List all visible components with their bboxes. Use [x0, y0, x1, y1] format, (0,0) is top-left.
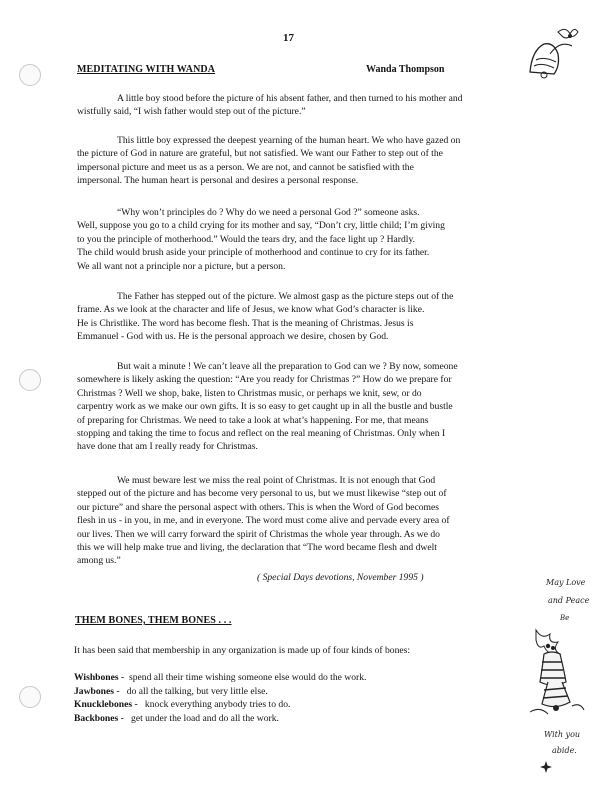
term: Wishbones -: [74, 672, 125, 683]
text-line: this we will help make true and living, the declaration that “The word became flesh and dwelt: [77, 542, 437, 554]
text-line: carpentry work as we make our own gifts. It is so easy to get caught up in all the bustle and bustle: [77, 401, 453, 413]
text-line: stopping and taking the time to focus and reflect on the real meaning of Christmas. Only when I: [77, 428, 446, 440]
text-line: impersonal picture and meet us as a person. We are not, and cannot be satisfied with the: [77, 161, 414, 173]
text-line: A little boy stood before the picture of his absent father, and then turned to his mother and: [117, 93, 463, 104]
paragraph: [77, 134, 460, 188]
source-citation: ( Special Days devotions, November 1995 ): [257, 572, 424, 583]
text-line: somewhere is likely asking the question: “Are you ready for Christmas ?” How do we prepare for: [77, 374, 452, 386]
text-line: He is Christlike. The word has become flesh. That is the meaning of Christmas. Jesus is: [77, 317, 414, 329]
paragraph: [77, 92, 462, 119]
term: Backbones -: [74, 712, 124, 724]
greeting-line: With you: [544, 730, 581, 739]
term: Jawbones -: [74, 685, 120, 697]
paragraph: [77, 474, 450, 568]
list-item: [74, 685, 366, 699]
greeting-line: Be: [560, 614, 570, 622]
text-line: It has been said that membership in any organization is made up of four kinds of bones:: [74, 645, 411, 656]
greeting-line: and Peace: [548, 596, 590, 605]
definition: do all the talking, but very little else.: [126, 685, 268, 697]
text-line: the picture of God in nature are grateful, but not satisfied. We want our Father to step out of the: [77, 148, 443, 160]
text-line: our picture” and share the personal aspect with others. This is when the Word of God becomes: [77, 501, 440, 513]
text-line: Emmanuel - God with us. He is the personal approach we desire, chosen by God.: [77, 331, 389, 343]
text-line: flesh in us - in you, in me, and in everyone. The word must come alive and pervade every area of: [77, 515, 450, 527]
text-line: “Why won’t principles do ? Why do we need a personal God ?” someone asks.: [117, 207, 420, 218]
text-line: We all want not a principle nor a picture, but a person.: [77, 260, 286, 272]
text-line: Christmas ? Well we shop, bake, listen to Christmas music, or perhaps we knit, sew, or do: [77, 387, 422, 399]
text-line: of preparing for Christmas. We need to take a look at what’s happening. For me, that means: [77, 414, 429, 426]
list-item: [74, 671, 366, 685]
greeting-line: May Love: [546, 578, 586, 587]
text-line: But wait a minute ! We can’t leave all the preparation to God can we ? By now, someone: [117, 361, 458, 372]
text-line: our lives. Then we will carry forward the spirit of Christmas the whole year through. As we do: [77, 528, 440, 540]
star-ornament-icon: [539, 760, 553, 774]
text-line: This little boy expressed the deepest yearning of the human heart. We who have gazed on: [117, 135, 461, 146]
text-line: have done that am I really ready for Christmas.: [77, 441, 258, 453]
bells-with-holly-icon: [522, 626, 590, 726]
article-heading: MEDITATING WITH WANDA: [77, 64, 216, 75]
paragraph: [77, 290, 453, 344]
list-item: [74, 698, 366, 712]
article-heading: THEM BONES, THEM BONES . . .: [75, 615, 232, 626]
binder-hole: [19, 64, 41, 86]
greeting-line: abide.: [552, 746, 577, 755]
list-item: [74, 712, 366, 726]
definition: spend all their time wishing someone else would do the work.: [129, 672, 367, 683]
text-line: to you the principle of motherhood.” Would the tears dry, and the face light up ? Hardly.: [77, 233, 416, 245]
text-line: We must beware lest we miss the real point of Christmas. It is not enough that God: [117, 475, 436, 486]
text-line: Well, suppose you go to a child crying for its mother and say, “Don’t cry, little child; I’m giving: [77, 220, 445, 232]
text-line: impersonal. The human heart is personal and desires a personal response.: [77, 175, 359, 187]
definition: get under the load and do all the work.: [131, 712, 279, 724]
text-line: wistfully said, “I wish father would step out of the picture.”: [77, 106, 306, 118]
text-line: The Father has stepped out of the picture. We almost gasp as the picture steps out of the: [117, 291, 454, 302]
article-author: Wanda Thompson: [366, 64, 445, 75]
text-line: frame. As we look at the character and life of Jesus, we know what God’s character is like.: [77, 304, 425, 316]
text-line: among us.”: [77, 555, 121, 567]
term: Knucklebones -: [74, 699, 138, 711]
intro-text: [74, 644, 410, 657]
binder-hole: [19, 686, 41, 708]
text-line: The child would brush aside your principle of motherhood and continue to cry for its father.: [77, 247, 430, 259]
page-number: 17: [283, 32, 294, 44]
bones-list: [74, 671, 366, 725]
definition: knock everything anybody tries to do.: [144, 699, 291, 711]
binder-hole: [19, 369, 41, 391]
paragraph: [77, 206, 445, 273]
christmas-bells-icon: [520, 22, 584, 86]
text-line: stepped out of the picture and has become very personal to us, but we must likewise “step out of: [77, 488, 447, 500]
paragraph: [77, 360, 458, 454]
